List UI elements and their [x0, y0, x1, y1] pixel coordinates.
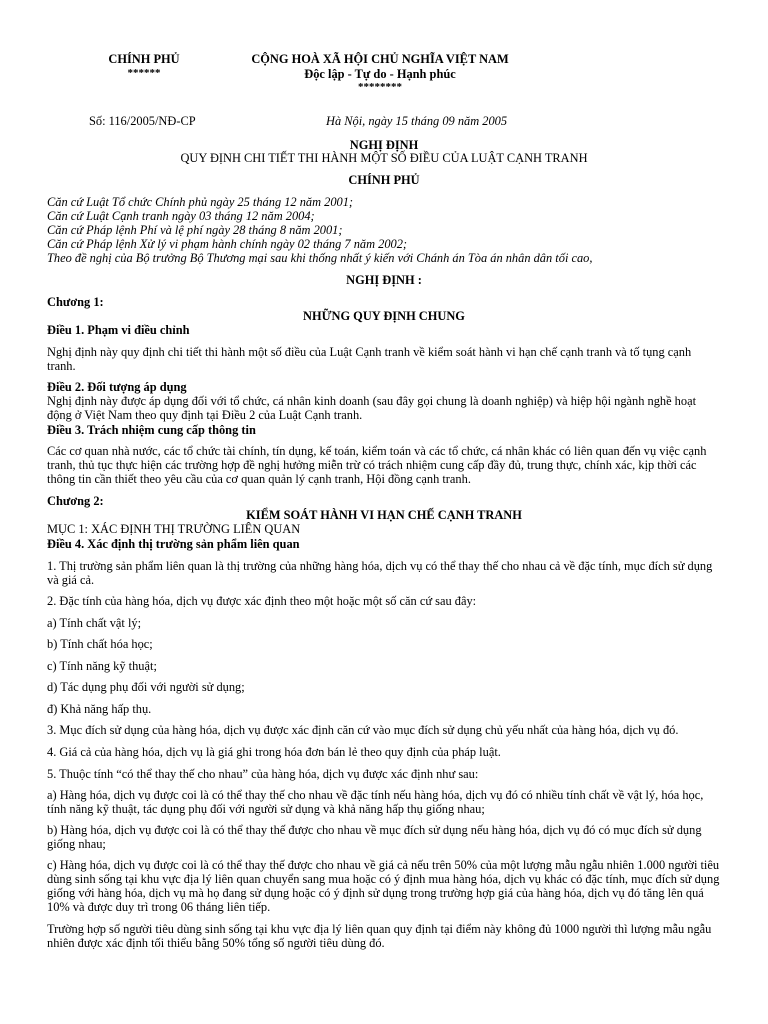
article-title: Điều 2. Đối tượng áp dụng: [47, 380, 187, 394]
chapter-label: Chương 2:: [47, 494, 104, 508]
clause-text: 5. Thuộc tính “có thể thay thế cho nhau” của hàng hóa, dịch vụ được xác định như sau:: [47, 767, 479, 781]
article-title: Điều 4. Xác định thị trường sản phẩm liên quan: [47, 537, 300, 551]
clause-item: b) Hàng hóa, dịch vụ được coi là có thể thay thế được cho nhau về mục đích sử dụng nếu hàng hóa, dịch vụ đó có mục đích sử dụng giống nhau;: [47, 823, 702, 851]
doc-subject: QUY ĐỊNH CHI TIẾT THI HÀNH MỘT SỐ ĐIỀU CỦA LUẬT CẠNH TRANH: [180, 151, 588, 165]
clause-text: Trường hợp số người tiêu dùng sinh sống tại khu vực địa lý liên quan quy định tại điểm này không đủ 1000 người thì lượng mẫu ngẫu nhiên được xác định tối thiểu bằng 50% tổng số người tiêu dùng đó.: [47, 922, 712, 950]
issuer: CHÍNH PHỦ: [348, 173, 420, 187]
clause-text: 2. Đặc tính của hàng hóa, dịch vụ được xác định theo một hoặc một số căn cứ sau đây:: [47, 594, 477, 608]
clause-item: a) Tính chất vật lý;: [47, 616, 142, 630]
article-title: Điều 1. Phạm vi điều chỉnh: [47, 323, 190, 337]
preamble-line: Căn cứ Pháp lệnh Phí và lệ phí ngày 28 tháng 8 năm 2001;: [47, 223, 343, 237]
section-title: MỤC 1: XÁC ĐỊNH THỊ TRƯỜNG LIÊN QUAN: [47, 522, 301, 536]
preamble-line: Căn cứ Pháp lệnh Xử lý vi phạm hành chính ngày 02 tháng 7 năm 2002;: [47, 237, 408, 251]
doc-type: NGHỊ ĐỊNH: [349, 138, 419, 152]
decree-heading: NGHỊ ĐỊNH :: [346, 273, 422, 287]
chapter-title: NHỮNG QUY ĐỊNH CHUNG: [303, 309, 465, 323]
clause-item: c) Hàng hóa, dịch vụ được coi là có thể thay thế được cho nhau về giá cả nếu trên 50% của một lượng mẫu ngẫu nhiên 1.000 người tiêu dùng sinh sống tại khu vực địa lý liên quan chuyển sang mua hoặc có ý định mua hàng hóa, dịch vụ khác có đặc tính, mục đích sử dụng giống với hàng hóa, dịch vụ mà họ đang sử dụng hoặc có ý định sử dụng trong trường hợp giá của hàng hóa, dịch vụ đó tăng lên quá 10% và được duy trì trong 06 tháng liên tiếp.: [47, 858, 720, 914]
clause-text: 4. Giá cả của hàng hóa, dịch vụ là giá ghi trong hóa đơn bán lẻ theo quy định của pháp luật.: [47, 745, 501, 759]
article-text: Nghị định này được áp dụng đối với tổ chức, cá nhân kinh doanh (sau đây gọi chung là doanh nghiệp) và hiệp hội ngành nghề hoạt động ở Việt Nam theo quy định tại Điều 2 của Luật Cạnh tranh.: [47, 394, 697, 422]
clause-item: đ) Khả năng hấp thụ.: [47, 702, 152, 716]
clause-text: 1. Thị trường sản phẩm liên quan là thị trường của những hàng hóa, dịch vụ có thể thay thế cho nhau cả về đặc tính, mục đích sử dụng và giá cả.: [47, 559, 713, 587]
document-number: Số: 116/2005/NĐ-CP: [89, 114, 196, 128]
clause-text: 3. Mục đích sử dụng của hàng hóa, dịch vụ được xác định căn cứ vào mục đích sử dụng chủ yếu nhất của hàng hóa, dịch vụ đó.: [47, 723, 679, 737]
chapter-label: Chương 1:: [47, 295, 104, 309]
chapter-title: KIỂM SOÁT HÀNH VI HẠN CHẾ CẠNH TRANH: [246, 508, 522, 522]
clause-item: a) Hàng hóa, dịch vụ được coi là có thể thay thế cho nhau về đặc tính nếu hàng hóa, dịch vụ đó có nhiều tính chất về vật lý, hóa học, tính năng kỹ thuật, tác dụng phụ đối với người sử dụng và khả năng hấp thụ giống nhau;: [47, 788, 704, 816]
article-text: Nghị định này quy định chi tiết thi hành một số điều của Luật Cạnh tranh về kiểm soát hành vi hạn chế cạnh tranh và tố tụng cạnh tranh.: [47, 345, 692, 373]
motto-stars: ********: [358, 81, 402, 93]
agency-stars: ******: [127, 67, 161, 79]
clause-item: c) Tính năng kỹ thuật;: [47, 659, 157, 673]
country-name: CỘNG HOÀ XÃ HỘI CHỦ NGHĨA VIỆT NAM: [251, 52, 509, 66]
clause-item: d) Tác dụng phụ đối với người sử dụng;: [47, 680, 245, 694]
place-date: Hà Nội, ngày 15 tháng 09 năm 2005: [326, 114, 508, 128]
preamble-line: Căn cứ Luật Cạnh tranh ngày 03 tháng 12 năm 2004;: [47, 209, 315, 223]
preamble-line: Căn cứ Luật Tổ chức Chính phủ ngày 25 tháng 12 năm 2001;: [47, 195, 354, 209]
clause-item: b) Tính chất hóa học;: [47, 637, 153, 651]
motto: Độc lập - Tự do - Hạnh phúc: [304, 67, 456, 81]
preamble-line: Theo đề nghị của Bộ trưởng Bộ Thương mại sau khi thống nhất ý kiến với Chánh án Tòa án nhân dân tối cao,: [47, 251, 593, 265]
article-title: Điều 3. Trách nhiệm cung cấp thông tin: [47, 423, 256, 437]
agency-name: CHÍNH PHỦ: [108, 52, 180, 66]
article-text: Các cơ quan nhà nước, các tổ chức tài chính, tín dụng, kế toán, kiểm toán và các tổ chức, cá nhân khác có liên quan đến vụ việc cạnh tranh, thủ tục thực hiện các trường hợp đề nghị hưởng miễn trừ có trách nhiệm cung cấp đầy đủ, trung thực, chính xác, kịp thời các thông tin cần thiết theo yêu cầu của cơ quan quản lý cạnh tranh, Hội đồng cạnh tranh.: [47, 444, 707, 486]
